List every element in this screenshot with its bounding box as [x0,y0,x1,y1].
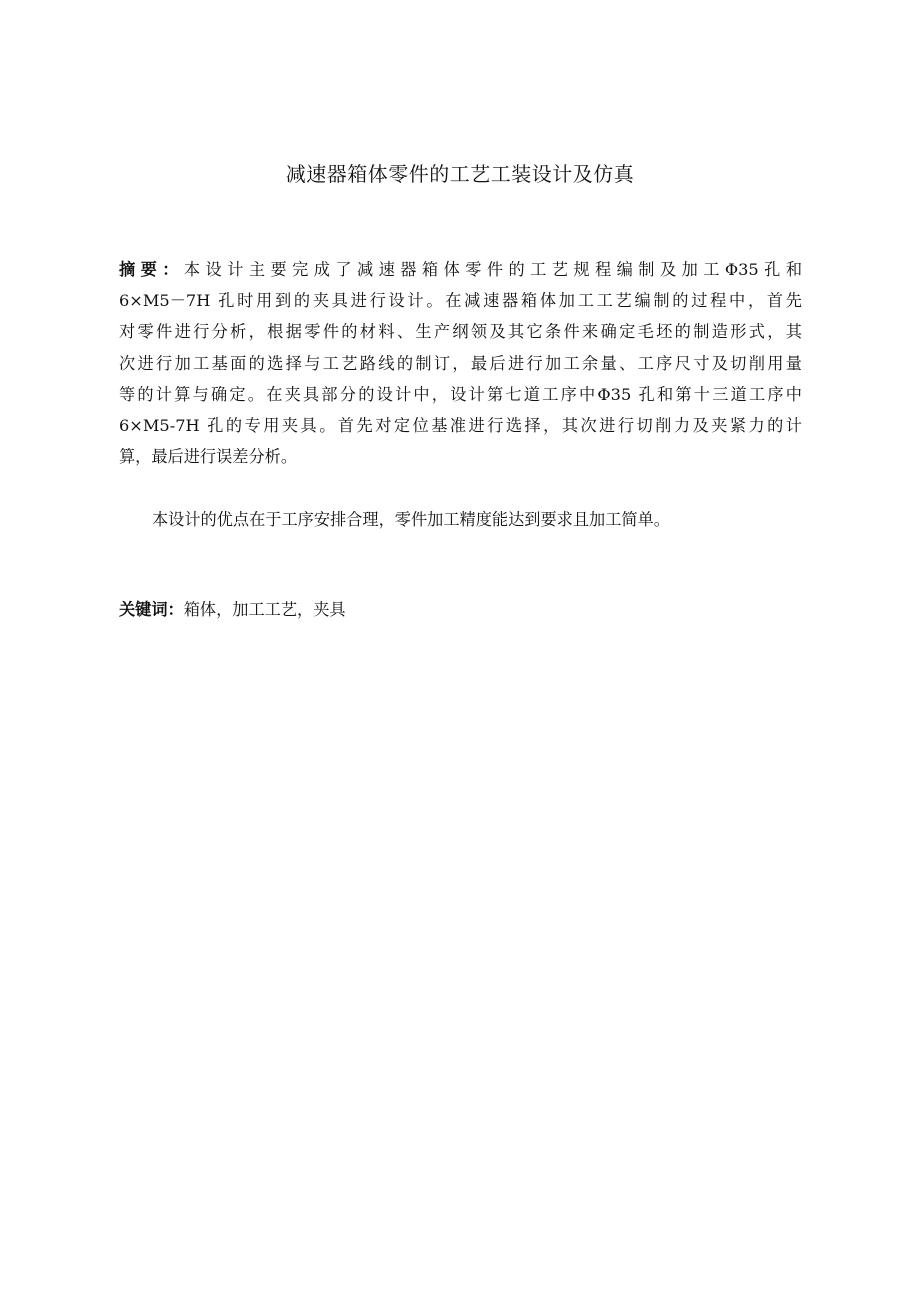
keywords-label: 关键词： [119,600,184,619]
abstract-section [119,254,802,472]
abstract-text-1: 本设计主要完成了减速器箱体零件的工艺规程编制及加工Φ35孔和 [183,260,802,279]
abstract-label: 摘要： [119,260,184,279]
abstract-line-2: 6×M5－7H 孔时用到的夹具进行设计。在减速器箱体加工工艺编制的过程中，首先 [119,291,802,311]
abstract-line-1 [119,254,802,285]
abstract-line-7: 算，最后进行误差分析。 [119,447,298,467]
keywords-text: 箱体，加工工艺，夹具 [183,600,346,619]
abstract-line-4: 次进行加工基面的选择与工艺路线的制订，最后进行加工余量、工序尺寸及切削用量 [119,353,802,373]
document-title: 减速器箱体零件的工艺工装设计及仿真 [285,162,635,186]
keywords-section [119,594,802,625]
abstract-line-6: 6×M5-7H 孔的专用夹具。首先对定位基准进行选择，其次进行切削力及夹紧力的计 [119,416,802,436]
abstract-line-3: 对零件进行分析，根据零件的材料、生产纲领及其它条件来确定毛坯的制造形式，其 [119,322,802,342]
abstract-paragraph-2: 本设计的优点在于工序安排合理，零件加工精度能达到要求且加工简单。 [152,510,670,529]
abstract-line-5: 等的计算与确定。在夹具部分的设计中，设计第七道工序中Φ35 孔和第十三道工序中 [119,384,802,404]
